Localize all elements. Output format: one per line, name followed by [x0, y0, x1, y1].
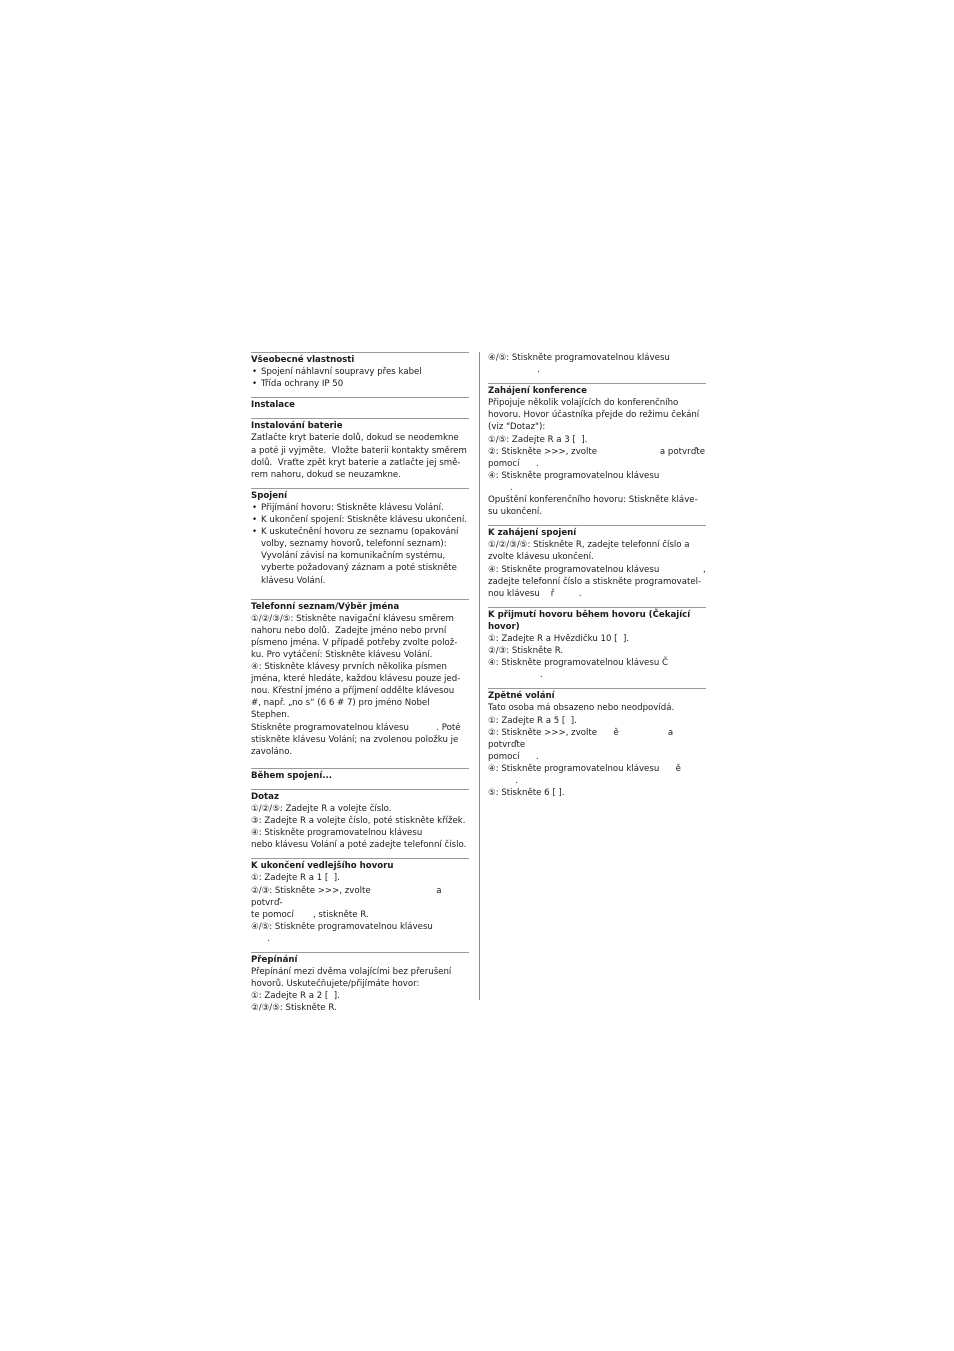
text-line: (viz "Dotaz"): — [488, 422, 546, 433]
section-title: Instalace — [251, 400, 296, 411]
section-title: Dotaz — [251, 791, 279, 802]
section-title: K zahájení spojení — [488, 528, 577, 539]
list-item: • K ukončení spojení: Stiskněte klávesu ukončení. — [251, 514, 469, 526]
text-line: . — [488, 776, 519, 786]
text-line: . — [488, 365, 540, 376]
text-line: ②/③: Stiskněte >>>, zvolte a potvrď- — [251, 885, 445, 908]
text-line: písmeno jména. V případě potřeby zvolte polož- — [251, 637, 458, 648]
text-line: . — [488, 670, 543, 681]
text-line: ④: Stiskněte programovatelnou klávesu ě — [488, 763, 681, 774]
text-line: a poté ji vyjměte. Vložte baterii kontakty směrem — [251, 445, 467, 456]
text-line: . — [251, 933, 271, 944]
text-line: ④: Stiskněte programovatelnou klávesu — [251, 828, 423, 839]
text-line: ①: Zadejte R a 2 [ ]. — [251, 991, 340, 1002]
text-line: zvolte klávesu ukončení. — [488, 552, 594, 563]
text-line: ②/③/⑤: Stiskněte R. — [251, 1003, 337, 1014]
text-line: jména, které hledáte, každou klávesu pouze jed- — [251, 674, 461, 685]
section-during-call — [251, 768, 469, 782]
column-divider — [479, 352, 480, 1000]
text-line: ①: Zadejte R a 5 [ ]. — [488, 715, 577, 726]
text-line: Připojuje několik volajících do konferenčního — [488, 398, 679, 409]
text-line: ①: Zadejte R a 1 [ ]. — [251, 873, 340, 884]
text-line: hovoru. Hovor účastníka přejde do režimu čekání — [488, 410, 700, 421]
text-line: te pomocí , stiskněte R. — [251, 909, 369, 920]
text-line: . — [488, 482, 513, 493]
text-line: ②: Stiskněte >>>, zvolte a potvrďte — [488, 446, 706, 457]
left-column — [251, 352, 469, 1022]
text-line: ②: Stiskněte >>>, zvolte ě a potvrďte — [488, 727, 676, 750]
section-end-second-call — [251, 858, 469, 945]
text-line: zavoláno. — [251, 746, 293, 757]
section-continuation — [488, 352, 706, 376]
section-connection — [251, 488, 469, 587]
section-inquiry — [251, 789, 469, 851]
text-line: ①/②/③/⑤: Stiskněte navigační klávesu směrem — [251, 613, 454, 624]
text-line: #, např. „no s“ (6 6 # 7) pro jméno Nobel Stephen. — [251, 698, 433, 721]
text-line: pomocí . — [488, 751, 539, 762]
section-battery-install — [251, 418, 469, 480]
section-conference — [488, 383, 706, 518]
text-line: Opuštění konferenčního hovoru: Stiskněte kláve- — [488, 495, 698, 506]
section-title: Zahájení konference — [488, 386, 587, 397]
section-title: Během spojení... — [251, 770, 333, 781]
text-line: ⑤: Stiskněte 6 [ ]. — [488, 788, 565, 799]
text-line: pomocí . — [488, 458, 539, 469]
text-line: dolů. Vraťte zpět kryt baterie a zatlačte jej smě- — [251, 457, 461, 468]
text-line: ①/②/⑤: Zadejte R a volejte číslo. — [251, 804, 392, 814]
text-line: ③: Zadejte R a volejte číslo, poté stiskněte křížek. — [251, 816, 466, 827]
text-line: hovorů. Uskutečňujete/přijímáte hovor: — [251, 979, 420, 990]
section-title: Zpětné volání — [488, 691, 555, 702]
section-toggle — [251, 952, 469, 1014]
text-line: ②/③: Stiskněte R. — [488, 646, 564, 657]
text-line: ④: Stiskněte programovatelnou klávesu , — [488, 564, 706, 575]
text-line: stiskněte klávesu Volání; na zvolenou položku je — [251, 734, 459, 745]
text-line: ①: Zadejte R a Hvězdičku 10 [ ]. — [488, 633, 630, 644]
text-line: nou klávesu ř . — [488, 588, 582, 599]
section-title: Všeobecné vlastnosti — [251, 355, 355, 365]
text-line: Zatlačte kryt baterie dolů, dokud se neodemkne — [251, 433, 459, 444]
text-line: su ukončení. — [488, 507, 543, 518]
text-line: nou. Křestní jméno a příjmení oddělte klávesou — [251, 686, 455, 697]
list-item: • K uskutečnění hovoru ze seznamu (opakování volby, seznamy hovorů, telefonní seznam): Vyvolání závisí na komunikačním systému, vyberte požadovaný záznam a poté stiskněte klávesu Volání. — [251, 526, 469, 586]
text-line: rem nahoru, dokud se neuzamkne. — [251, 469, 401, 480]
list-item: • Spojení náhlavní soupravy přes kabel — [251, 366, 469, 378]
section-call-waiting — [488, 607, 706, 682]
text-line: Přepínání mezi dvěma volajícími bez přerušení — [251, 967, 452, 978]
section-installation — [251, 397, 469, 411]
section-callback — [488, 688, 706, 799]
text-line: zadejte telefonní číslo a stiskněte programovatel- — [488, 576, 702, 587]
text-line: Tato osoba má obsazeno nebo neodpovídá. — [488, 703, 675, 714]
text-line: Stiskněte programovatelnou klávesu . Poté — [251, 722, 461, 733]
section-title: K ukončení vedlejšího hovoru — [251, 861, 394, 872]
text-line: ④/⑤: Stiskněte programovatelnou klávesu — [488, 353, 670, 363]
text-line: ①/②/③/⑤: Stiskněte R, zadejte telefonní číslo a — [488, 540, 690, 551]
text-line: ①/⑤: Zadejte R a 3 [ ]. — [488, 434, 588, 445]
list-item: • Přijímání hovoru: Stiskněte klávesu Volání. — [251, 502, 469, 514]
text-line: ④: Stiskněte klávesy prvních několika písmen — [251, 662, 447, 673]
section-title: Telefonní seznam/Výběr jména — [251, 601, 400, 612]
text-line: ④: Stiskněte programovatelnou klávesu Č — [488, 658, 668, 669]
section-title: Instalování baterie — [251, 421, 343, 432]
text-line: ④: Stiskněte programovatelnou klávesu — [488, 470, 660, 481]
section-general-properties — [251, 352, 469, 390]
section-start-connection — [488, 525, 706, 600]
text-line: ku. Pro vytáčení: Stiskněte klávesu Volání. — [251, 649, 433, 660]
text-line: nebo klávesu Volání a poté zadejte telefonní číslo. — [251, 840, 467, 851]
section-phonebook — [251, 599, 469, 758]
text-line: nahoru nebo dolů. Zadejte jméno nebo první — [251, 625, 447, 636]
text-line: ④/⑤: Stiskněte programovatelnou klávesu — [251, 921, 433, 932]
list-item: • Třída ochrany IP 50 — [251, 378, 469, 390]
section-title: Spojení — [251, 490, 288, 501]
section-title: Přepínání — [251, 955, 298, 966]
section-title: K přijmutí hovoru během hovoru (Čekající hovor) — [488, 609, 691, 632]
right-column — [488, 352, 706, 806]
